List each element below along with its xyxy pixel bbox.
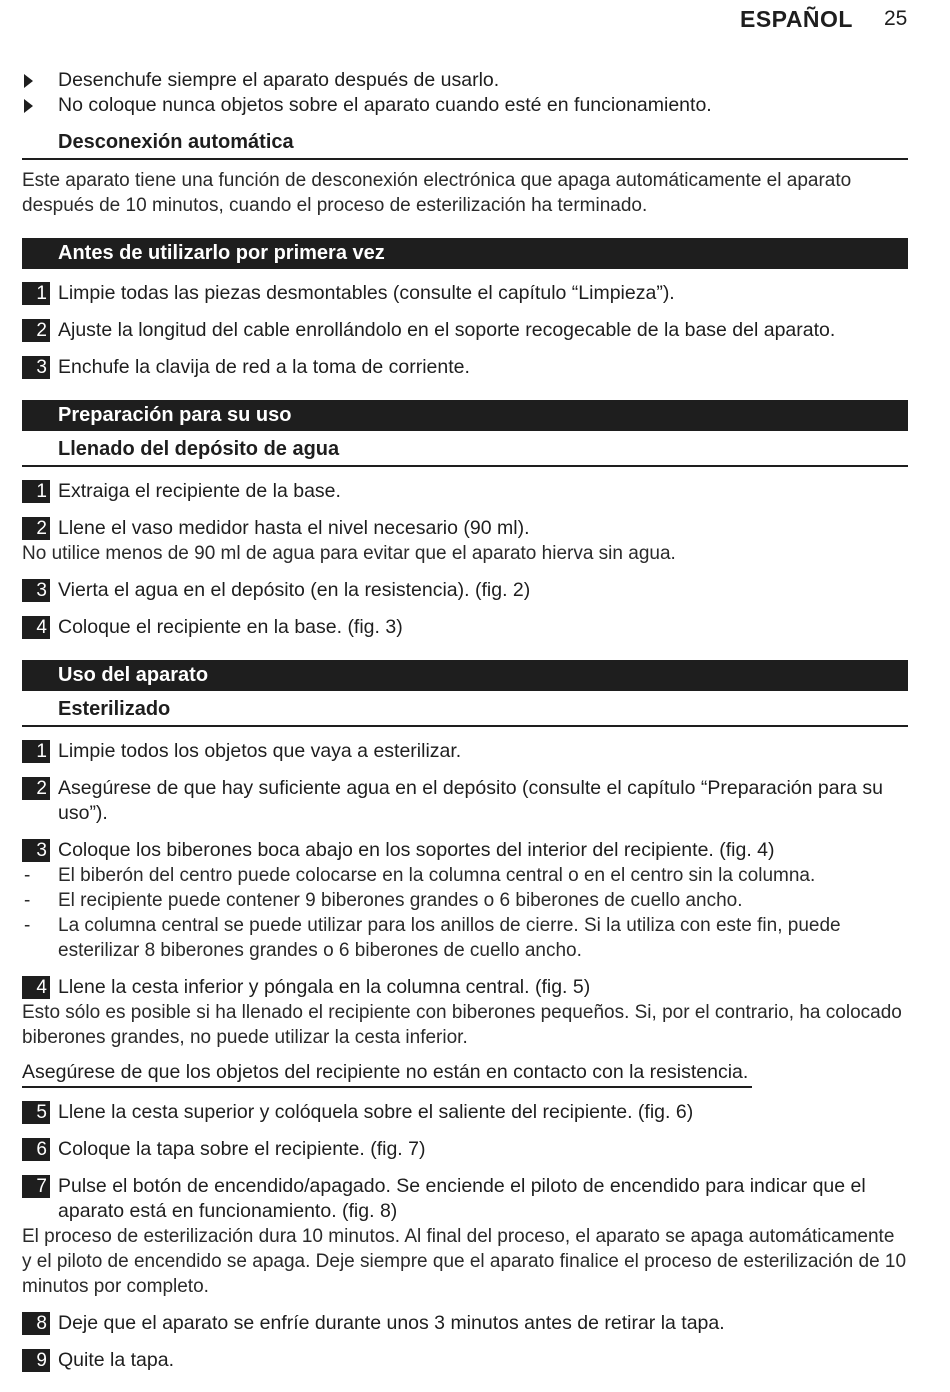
step-item [22, 1174, 908, 1224]
language-header: ESPAÑOL [740, 6, 853, 32]
step-note: No utilice menos de 90 ml de agua para evitar que el aparato hierva sin agua. [22, 543, 676, 564]
step-note: El proceso de esterilización dura 10 minutos. Al final del proceso, el aparato se apaga automáticamente y el piloto de encendido se apaga. Deje siempre que el aparato finalice el proceso de esterilización de 10 minutos por completo. [22, 1226, 907, 1297]
step-text: Coloque los biberones boca abajo en los soportes del interior del recipiente. (fig. 4) [58, 839, 775, 861]
step-number: 3 [22, 356, 50, 379]
dash-item [22, 863, 908, 888]
step-item [22, 281, 908, 306]
bullet-text: Desenchufe siempre el aparato después de usarlo. [58, 69, 500, 91]
step-number: 2 [22, 777, 50, 800]
step-text: Limpie todas las piezas desmontables (consulte el capítulo “Limpieza”). [58, 282, 675, 304]
step-text: Llene la cesta inferior y póngala en la columna central. (fig. 5) [58, 976, 591, 998]
step-number: 2 [22, 319, 50, 342]
step-number: 8 [22, 1312, 50, 1335]
step-item [22, 516, 908, 541]
dash-text: La columna central se puede utilizar para los anillos de cierre. Si la utiliza con este fin, puede esterilizar 8 biberones grandes o 6 biberones de cuello ancho. [58, 915, 841, 961]
dash-marker: - [24, 915, 31, 936]
step-text: Extraiga el recipiente de la base. [58, 480, 341, 502]
step-item [22, 1348, 908, 1373]
step-item [22, 578, 908, 603]
step-number: 7 [22, 1175, 50, 1198]
page-content [22, 68, 908, 1373]
step-note: Esto sólo es posible si ha llenado el recipiente con biberones pequeños. Si, por el contrario, ha colocado biberones grandes, no puede utilizar la cesta inferior. [22, 1002, 902, 1048]
step-text: Vierta el agua en el depósito (en la resistencia). (fig. 2) [58, 579, 531, 601]
step-text: Limpie todos los objetos que vaya a esterilizar. [58, 740, 462, 762]
step-number: 6 [22, 1138, 50, 1161]
bullet-arrow-icon [24, 74, 33, 88]
step-number: 2 [22, 517, 50, 540]
dash-item [22, 913, 908, 963]
dash-marker: - [24, 865, 31, 886]
step-item [22, 1100, 908, 1125]
bullet-text: No coloque nunca objetos sobre el aparato cuando esté en funcionamiento. [58, 94, 712, 116]
step-text: Ajuste la longitud del cable enrollándolo en el soporte recogecable de la base del aparato. [58, 319, 836, 341]
step-item [22, 776, 908, 826]
step-number: 1 [22, 282, 50, 305]
dash-text: El biberón del centro puede colocarse en la columna central o en el centro sin la columna. [58, 865, 816, 886]
step-number: 5 [22, 1101, 50, 1124]
dash-marker: - [24, 890, 31, 911]
fill-tank-heading: Llenado del depósito de agua [22, 437, 908, 467]
step-item [22, 615, 908, 640]
step-number: 1 [22, 740, 50, 763]
step-item [22, 838, 908, 863]
step-text: Enchufe la clavija de red a la toma de corriente. [58, 356, 470, 378]
step-text: Coloque el recipiente en la base. (fig. 3) [58, 616, 403, 638]
dash-text: El recipiente puede contener 9 biberones grandes o 6 biberones de cuello ancho. [58, 890, 743, 911]
step-text: Pulse el botón de encendido/apagado. Se enciende el piloto de encendido para indicar que el aparato está en funcionamiento. (fig. 8) [58, 1175, 866, 1222]
bullet-item [22, 68, 908, 93]
step-text: Coloque la tapa sobre el recipiente. (fig. 7) [58, 1138, 426, 1160]
step-number: 3 [22, 839, 50, 862]
sterilizing-heading: Esterilizado [22, 697, 908, 727]
step-text: Llene la cesta superior y colóquela sobre el saliente del recipiente. (fig. 6) [58, 1101, 694, 1123]
usage-heading: Uso del aparato [22, 660, 908, 691]
page-number: 25 [884, 7, 908, 30]
step-text: Deje que el aparato se enfríe durante unos 3 minutos antes de retirar la tapa. [58, 1312, 725, 1334]
auto-off-text: Este aparato tiene una función de desconexión electrónica que apaga automáticamente el aparato después de 10 minutos, cuando el proceso de esterilización ha terminado. [22, 170, 852, 216]
bullet-arrow-icon [24, 99, 33, 113]
bullet-item [22, 93, 908, 118]
step-number: 4 [22, 616, 50, 639]
first-use-heading: Antes de utilizarlo por primera vez [22, 238, 908, 269]
dash-item [22, 888, 908, 913]
step-item [22, 1137, 908, 1162]
preparation-heading: Preparación para su uso [22, 400, 908, 431]
step-number: 1 [22, 480, 50, 503]
step-text: Llene el vaso medidor hasta el nivel necesario (90 ml). [58, 517, 530, 539]
step-item [22, 355, 908, 380]
step-item [22, 739, 908, 764]
auto-off-heading: Desconexión automática [22, 130, 908, 160]
warning-text: Asegúrese de que los objetos del recipiente no están en contacto con la resistencia. [22, 1060, 752, 1088]
step-number: 9 [22, 1349, 50, 1372]
step-number: 3 [22, 579, 50, 602]
step-item [22, 318, 908, 343]
step-text: Quite la tapa. [58, 1349, 174, 1371]
step-number: 4 [22, 976, 50, 999]
step-text: Asegúrese de que hay suficiente agua en el depósito (consulte el capítulo “Preparación para su uso”). [58, 777, 883, 824]
step-item [22, 975, 908, 1000]
step-item [22, 1311, 908, 1336]
step-item [22, 479, 908, 504]
